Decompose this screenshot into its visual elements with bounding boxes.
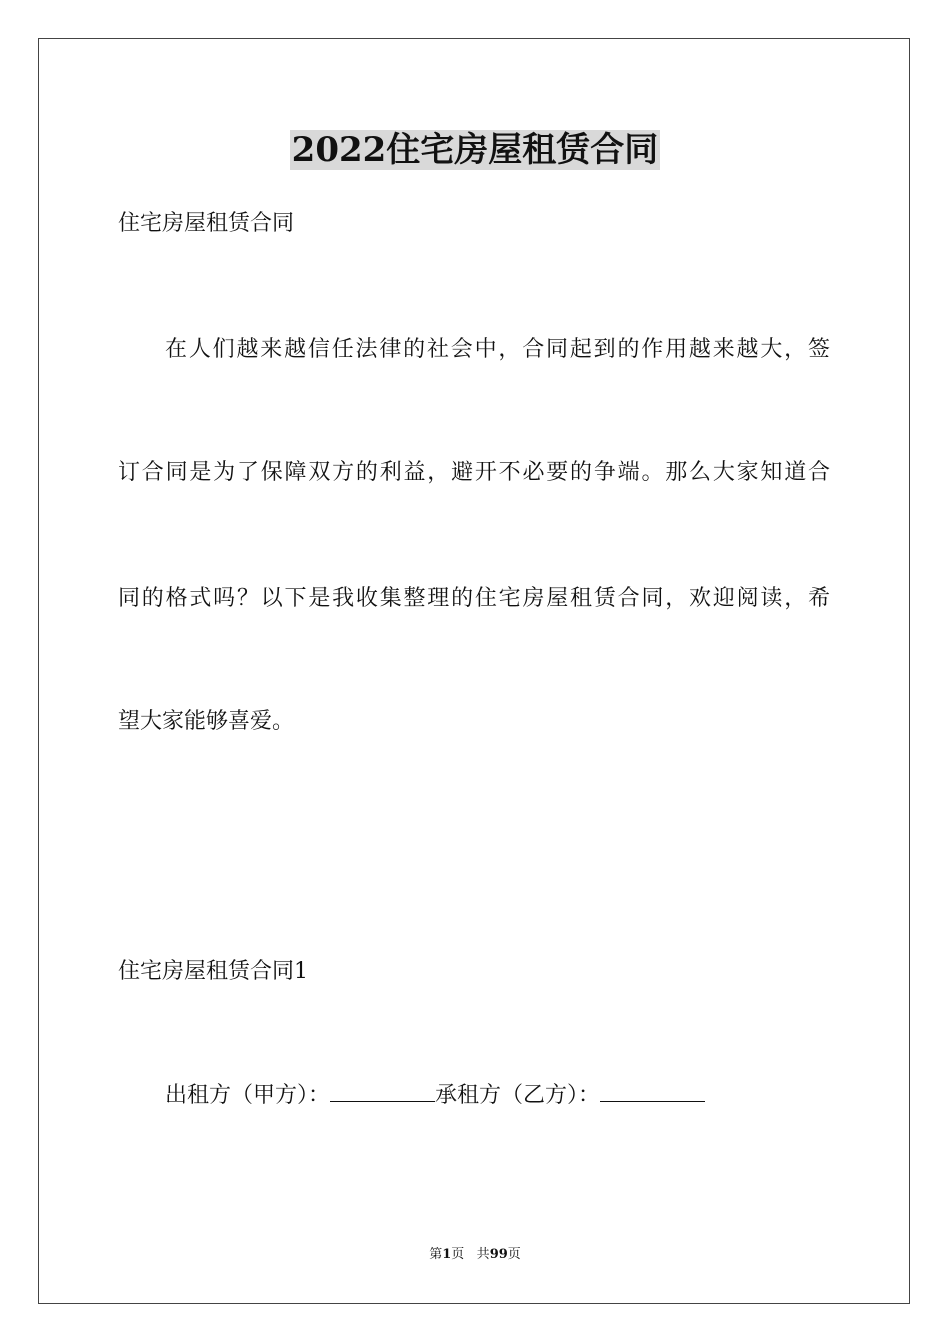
document-title xyxy=(0,128,950,172)
lessee-label: 承租方（乙方）： xyxy=(435,1083,601,1108)
intro-line-2: 订合同是为了保障双方的利益，避开不必要的争端。那么大家知道合 xyxy=(118,460,830,485)
page-total: 99 xyxy=(489,1247,508,1262)
lessee-blank[interactable] xyxy=(600,1083,705,1102)
total-prefix: 共 xyxy=(476,1247,490,1262)
page-prefix: 第 xyxy=(429,1247,443,1262)
page-unit: 页 xyxy=(451,1247,465,1262)
document-title-text: 2022住宅房屋租赁合同 xyxy=(291,130,659,170)
intro-line-3: 同的格式吗？以下是我收集整理的住宅房屋租赁合同，欢迎阅读，希 xyxy=(118,586,830,611)
total-unit: 页 xyxy=(507,1247,521,1262)
page-current: 1 xyxy=(442,1247,452,1262)
document-subtitle: 住宅房屋租赁合同 xyxy=(118,211,295,236)
page-footer xyxy=(0,1246,950,1264)
parties-line xyxy=(165,1081,705,1111)
intro-line-4: 望大家能够喜爱。 xyxy=(118,709,295,734)
intro-line-1: 在人们越来越信任法律的社会中，合同起到的作用越来越大，签 xyxy=(165,337,830,362)
section-heading: 住宅房屋租赁合同1 xyxy=(118,959,308,984)
lessor-blank[interactable] xyxy=(330,1083,435,1102)
lessor-label: 出租方（甲方）： xyxy=(165,1083,331,1108)
